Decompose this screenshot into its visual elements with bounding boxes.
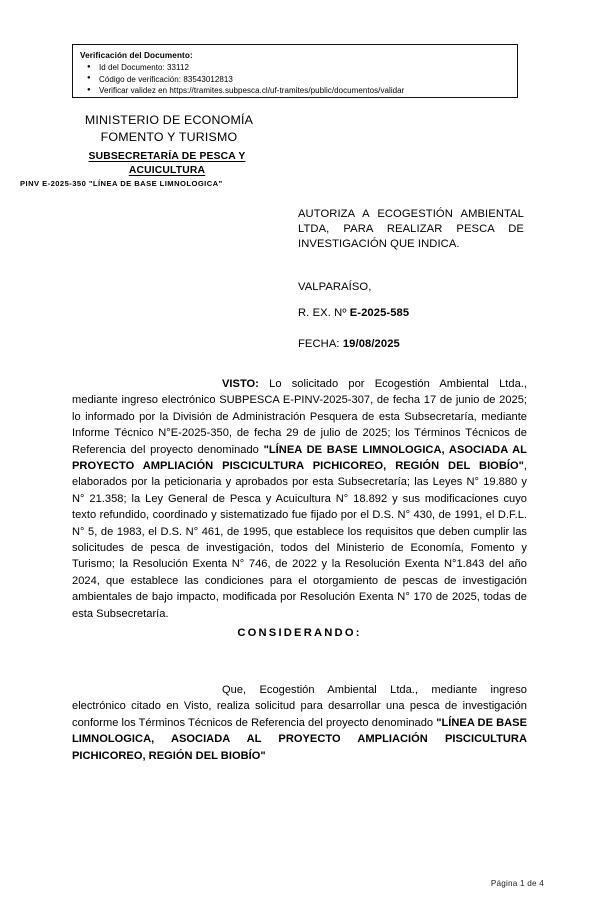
subsecretaria-line-1: SUBSECRETARÍA DE PESCA Y [88, 151, 246, 162]
visto-label: VISTO: [222, 378, 259, 390]
ministry-line-2: FOMENTO Y TURISMO [100, 129, 238, 144]
que-project-name: "LÍNEA DE BASE LIMNOLOGICA, ASOCIADA AL PROYECTO AMPLIACIÓN PISCICULTURA PICHICOREO, REGIÓN DEL BIOBÍO" [72, 716, 527, 762]
visto-text-part-1: Lo solicitado por Ecogestión Ambiental Ltda., mediante ingreso electrónico SUBPESCA E-PINV-2025-307, de fecha 17 de junio de 2025; lo informado por la División de Administración Pesquera de esta Subsecretaría, mediante Informe Técnico N°E-2025-350, de fecha 29 de julio de 2025; los Términos Técnicos de Referencia del proyecto denominado [72, 378, 527, 456]
resolution-line [298, 307, 409, 319]
visto-text-part-2: , elaborados por la peticionaria y aprobados por esta Subsecretaría; las Leyes N° 19.880 y N° 21.358; la Ley General de Pesca y Acuicultura N° 18.892 y sus modificaciones cuyo texto refundido, coordinado y sistematizado fue fijado por el D.S. N° 430, de 1991, el D.F.L. N° 5, de 1983, el D.S. N° 461, de 1995, que establece los requisitos que deben cumplir las solicitudes de pesca de investigación, todos del Ministerio de Economía, Fomento y Turismo; la Resolución Exenta N° 746, de 2022 y la Resolución Exenta N°1.843 del año 2024, que establece las condiciones para el otorgamiento de pescas de investigación ambientales de bajo impacto, modificada por Resolución Exenta N° 170 de 2025, todas de esta Subsecretaría. [72, 460, 527, 620]
date-value: 19/08/2025 [342, 338, 400, 350]
resolution-number: E-2025-585 [349, 307, 410, 319]
subsecretaria-header [34, 150, 300, 178]
verification-title: Verificación del Documento: [80, 51, 193, 60]
ministry-line-1: MINISTERIO DE ECONOMÍA [84, 113, 254, 127]
considerando-heading: CONSIDERANDO: [237, 627, 362, 639]
date-label: FECHA: [298, 338, 343, 350]
verification-list [73, 62, 517, 97]
subject-text: AUTORIZA A ECOGESTIÓN AMBIENTAL LTDA, PARA REALIZAR PESCA DE INVESTIGACIÓN QUE INDICA. [298, 208, 524, 251]
visto-paragraph [72, 376, 527, 622]
verification-box [72, 44, 518, 98]
date-line [298, 338, 400, 350]
page-footer: Página 1 de 4 [490, 879, 544, 888]
resolution-label: R. EX. Nº [298, 307, 350, 319]
verification-item-code: ● Código de verificación: 83543012813 [99, 74, 517, 86]
subsecretaria-line-2: ACUICULTURA [128, 165, 206, 176]
project-reference: PINV E-2025-350 "LÍNEA DE BASE LIMNOLOGICA" [20, 179, 223, 188]
visto-project-name: "LÍNEA DE BASE LIMNOLOGICA, ASOCIADA AL PROYECTO AMPLIACIÓN PISCICULTURA PICHICOREO, REGIÓN DEL BIOBÍO" [72, 443, 527, 473]
city-line: VALPARAÍSO, [298, 281, 372, 293]
verification-item-document-id: ● Id del Documento: 33112 [99, 62, 517, 74]
que-text-part-1: Que, Ecogestión Ambiental Ltda., mediante ingreso electrónico citado en Visto, realiza solicitud para desarrollar una pesca de investigación conforme los Términos Técnicos de Referencia del proyecto denominado [72, 684, 527, 729]
ministry-header [38, 112, 300, 145]
considerando-paragraph [72, 682, 527, 764]
verification-item-url: ● Verificar validez en https://tramites.subpesca.cl/uf-tramites/public/documentos/validar [99, 85, 517, 97]
subject-block [298, 207, 524, 253]
